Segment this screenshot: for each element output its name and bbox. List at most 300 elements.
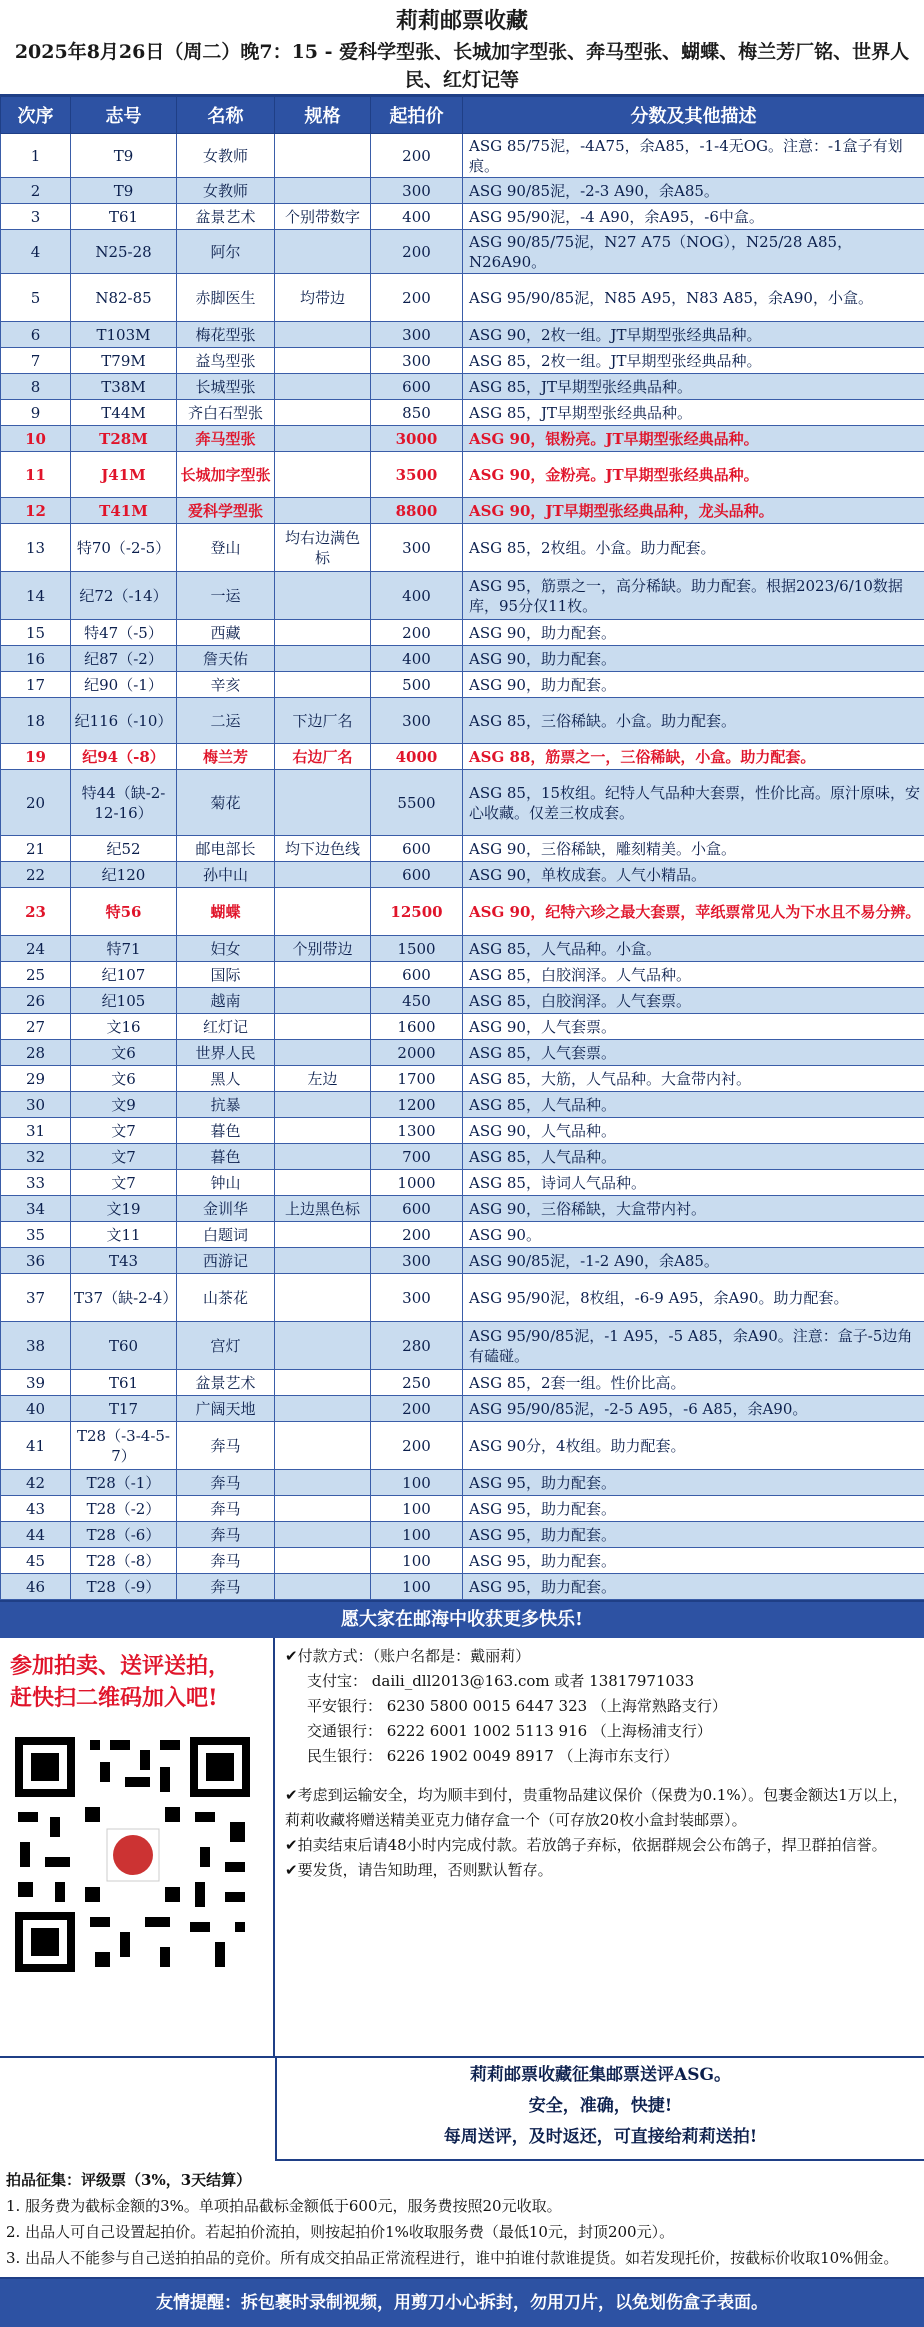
join-panel [0,1638,275,2056]
row-code: N25-28 [71,230,177,274]
row-name: 国际 [177,962,275,988]
banner: 愿大家在邮海中收获更多快乐! [0,1600,924,1638]
row-spec [275,348,371,374]
row-description: ASG 85，JT早期型张经典品种。 [463,400,924,426]
row-spec [275,962,371,988]
row-name: 暮色 [177,1144,275,1170]
row-number: 29 [1,1066,71,1092]
row-price: 100 [371,1470,463,1496]
table-row [1,1574,924,1600]
row-name: 金训华 [177,1196,275,1222]
row-name: 登山 [177,524,275,572]
row-number: 17 [1,672,71,698]
row-spec [275,572,371,620]
row-number: 30 [1,1092,71,1118]
row-code: T9 [71,134,177,178]
row-number: 38 [1,1322,71,1370]
row-name: 黑人 [177,1066,275,1092]
row-description: ASG 85，大筋，人气品种。大盒带内衬。 [463,1066,924,1092]
table-row [1,770,924,836]
row-price: 600 [371,836,463,862]
row-description: ASG 90，三俗稀缺，大盒带内衬。 [463,1196,924,1222]
table-row [1,400,924,426]
row-code: T28（-2） [71,1496,177,1522]
bank-line-2: 交通银行： 6222 6001 1002 5113 916 （上海杨浦支行） [285,1719,914,1744]
row-price: 100 [371,1496,463,1522]
row-number: 25 [1,962,71,988]
row-price: 500 [371,672,463,698]
row-description: ASG 95，助力配套。 [463,1496,924,1522]
row-code: 纪90（-1） [71,672,177,698]
row-code: T17 [71,1396,177,1422]
row-code: 纪94（-8） [71,744,177,770]
row-price: 3000 [371,426,463,452]
table-row [1,1170,924,1196]
row-description: ASG 85/75泥，-4A75，余A85，-1-4无OG。注意：-1盒子有划痕。 [463,134,924,178]
row-number: 32 [1,1144,71,1170]
row-code: 纪105 [71,988,177,1014]
row-name: 二运 [177,698,275,744]
row-name: 女教师 [177,178,275,204]
table-row [1,1496,924,1522]
row-description: ASG 85，2套一组。性价比高。 [463,1370,924,1396]
row-name: 梅花型张 [177,322,275,348]
row-name: 梅兰芳 [177,744,275,770]
row-spec [275,1222,371,1248]
row-description: ASG 90，2枚一组。JT早期型张经典品种。 [463,322,924,348]
table-row [1,426,924,452]
row-description: ASG 95/90/85泥，-2-5 A95，-6 A85，余A90。 [463,1396,924,1422]
row-spec [275,322,371,348]
table-row [1,672,924,698]
row-number: 40 [1,1396,71,1422]
table-body [1,134,924,1600]
row-number: 34 [1,1196,71,1222]
table-row [1,524,924,572]
row-spec [275,230,371,274]
row-number: 36 [1,1248,71,1274]
row-price: 300 [371,178,463,204]
row-price: 200 [371,230,463,274]
row-code: 文19 [71,1196,177,1222]
row-spec [275,646,371,672]
table-row [1,1396,924,1422]
table-row [1,322,924,348]
appraisal-line-2: 安全，准确，快捷! [277,2091,924,2122]
row-name: 邮电部长 [177,836,275,862]
row-code: 纪72（-14） [71,572,177,620]
row-spec [275,1118,371,1144]
col-price: 起拍价 [371,97,463,134]
row-code: T28（-8） [71,1548,177,1574]
table-row [1,1014,924,1040]
row-spec: 均右边满色标 [275,524,371,572]
row-price: 200 [371,274,463,322]
row-number: 27 [1,1014,71,1040]
table-row [1,1222,924,1248]
row-code: T79M [71,348,177,374]
row-description: ASG 90，三俗稀缺，雕刻精美。小盒。 [463,836,924,862]
row-number: 44 [1,1522,71,1548]
row-price: 300 [371,348,463,374]
row-code: 文16 [71,1014,177,1040]
table-row [1,452,924,498]
row-name: 宫灯 [177,1322,275,1370]
table-header [1,97,924,134]
row-name: 詹天佑 [177,646,275,672]
row-description: ASG 90，JT早期型张经典品种，龙头品种。 [463,498,924,524]
row-description: ASG 90/85泥，-2-3 A90，余A85。 [463,178,924,204]
row-number: 3 [1,204,71,230]
row-description: ASG 90，银粉亮。JT早期型张经典品种。 [463,426,924,452]
row-code: T41M [71,498,177,524]
table-row [1,744,924,770]
row-code: T61 [71,1370,177,1396]
table-row [1,936,924,962]
row-price: 250 [371,1370,463,1396]
row-name: 奔马 [177,1522,275,1548]
row-number: 19 [1,744,71,770]
table-row [1,1196,924,1222]
row-description: ASG 95，筋票之一，高分稀缺。助力配套。根据2023/6/10数据库，95分仅11枚。 [463,572,924,620]
row-price: 1200 [371,1092,463,1118]
row-description: ASG 90，单枚成套。人气小精品。 [463,862,924,888]
row-code: 文7 [71,1118,177,1144]
row-name: 赤脚医生 [177,274,275,322]
row-price: 450 [371,988,463,1014]
row-price: 300 [371,1274,463,1322]
row-name: 世界人民 [177,1040,275,1066]
rule-3: 3. 出品人不能参与自己送拍拍品的竞价。所有成交拍品正常流程进行，谁中拍谁付款谁提货。如若发现托价，按截标价收取10%佣金。 [6,2245,918,2271]
row-name: 红灯记 [177,1014,275,1040]
row-price: 200 [371,620,463,646]
row-price: 600 [371,962,463,988]
row-description: ASG 95，助力配套。 [463,1522,924,1548]
row-code: T28（-1） [71,1470,177,1496]
table-row [1,1322,924,1370]
row-spec [275,1522,371,1548]
row-name: 奔马型张 [177,426,275,452]
row-name: 妇女 [177,936,275,962]
row-description: ASG 95/90/85泥，N85 A95，N83 A85，余A90，小盒。 [463,274,924,322]
row-price: 1300 [371,1118,463,1144]
row-code: 文11 [71,1222,177,1248]
row-spec [275,452,371,498]
row-price: 200 [371,134,463,178]
table-row [1,1548,924,1574]
row-name: 长城型张 [177,374,275,400]
header [0,0,924,96]
table-row [1,962,924,988]
row-code: T37（缺-2-4） [71,1274,177,1322]
row-code: T44M [71,400,177,426]
row-name: 山茶花 [177,1274,275,1322]
row-code: 文9 [71,1092,177,1118]
row-price: 1500 [371,936,463,962]
table-row [1,572,924,620]
row-spec [275,1144,371,1170]
row-price: 850 [371,400,463,426]
row-description: ASG 88，筋票之一，三俗稀缺，小盒。助力配套。 [463,744,924,770]
row-price: 12500 [371,888,463,936]
row-price: 100 [371,1522,463,1548]
row-code: 文6 [71,1040,177,1066]
row-name: 广阔天地 [177,1396,275,1422]
row-spec [275,1470,371,1496]
row-code: 特70（-2-5） [71,524,177,572]
row-code: 纪120 [71,862,177,888]
row-spec [275,498,371,524]
row-name: 阿尔 [177,230,275,274]
row-name: 奔马 [177,1470,275,1496]
row-number: 45 [1,1548,71,1574]
row-price: 300 [371,698,463,744]
row-number: 22 [1,862,71,888]
table-row [1,1066,924,1092]
row-spec [275,400,371,426]
row-description: ASG 85，人气品种。 [463,1144,924,1170]
row-code: 特71 [71,936,177,962]
payment-title: ✔付款方式：（账户名都是：戴丽莉） [285,1644,914,1669]
row-name: 盆景艺术 [177,204,275,230]
page-title: 莉莉邮票收藏 [0,0,924,38]
row-spec [275,1370,371,1396]
table-row [1,620,924,646]
row-number: 8 [1,374,71,400]
row-price: 1700 [371,1066,463,1092]
row-code: T103M [71,322,177,348]
row-description: ASG 90，助力配套。 [463,620,924,646]
col-spec: 规格 [275,97,371,134]
col-desc: 分数及其他描述 [463,97,924,134]
row-price: 200 [371,1422,463,1470]
row-description: ASG 85，2枚组。小盒。助力配套。 [463,524,924,572]
row-spec [275,1040,371,1066]
row-description: ASG 90，金粉亮。JT早期型张经典品种。 [463,452,924,498]
table-row [1,178,924,204]
row-number: 1 [1,134,71,178]
row-number: 15 [1,620,71,646]
row-description: ASG 95，助力配套。 [463,1470,924,1496]
row-price: 1600 [371,1014,463,1040]
row-code: 纪107 [71,962,177,988]
row-price: 400 [371,646,463,672]
appraisal-line-3: 每周送评，及时返还，可直接给莉莉送拍! [277,2122,924,2153]
row-number: 10 [1,426,71,452]
row-name: 奔马 [177,1548,275,1574]
row-number: 24 [1,936,71,962]
row-code: T38M [71,374,177,400]
row-spec: 左边 [275,1066,371,1092]
row-description: ASG 85，白胶润泽。人气套票。 [463,988,924,1014]
qr-code[interactable] [10,1732,255,1977]
row-number: 6 [1,322,71,348]
row-price: 2000 [371,1040,463,1066]
row-number: 12 [1,498,71,524]
table-row [1,1092,924,1118]
row-description: ASG 95/90/85泥，-1 A95，-5 A85，余A90。注意：盒子-5边角有磕碰。 [463,1322,924,1370]
page-subtitle: 2025年8月26日（周二）晚7：15 - 爱科学型张、长城加字型张、奔马型张、蝴蝶、梅兰芳厂铭、世界人民、红灯记等 [0,38,924,94]
row-code: 纪116（-10） [71,698,177,744]
table-row [1,1144,924,1170]
appraisal-box [275,2058,924,2161]
table-row [1,134,924,178]
row-spec [275,888,371,936]
row-name: 女教师 [177,134,275,178]
row-price: 3500 [371,452,463,498]
row-spec [275,862,371,888]
row-price: 200 [371,1396,463,1422]
appraisal-line-1: 莉莉邮票收藏征集邮票送评ASG。 [277,2060,924,2091]
row-number: 26 [1,988,71,1014]
row-number: 4 [1,230,71,274]
row-price: 400 [371,204,463,230]
row-code: J41M [71,452,177,498]
row-price: 400 [371,572,463,620]
join-line-2: 赶快扫二维码加入吧! [10,1682,263,1714]
row-name: 奔马 [177,1496,275,1522]
row-number: 9 [1,400,71,426]
row-spec [275,1574,371,1600]
row-number: 14 [1,572,71,620]
row-spec [275,1274,371,1322]
row-name: 爱科学型张 [177,498,275,524]
row-description: ASG 85，人气套票。 [463,1040,924,1066]
row-description: ASG 90，助力配套。 [463,672,924,698]
row-spec: 下边厂名 [275,698,371,744]
row-number: 7 [1,348,71,374]
row-price: 4000 [371,744,463,770]
row-spec [275,1170,371,1196]
row-number: 13 [1,524,71,572]
row-code: T28M [71,426,177,452]
row-name: 一运 [177,572,275,620]
row-description: ASG 85，JT早期型张经典品种。 [463,374,924,400]
row-number: 43 [1,1496,71,1522]
rules-title: 拍品征集：评级票（3%，3天结算） [6,2167,918,2193]
row-number: 18 [1,698,71,744]
table-row [1,204,924,230]
row-spec [275,672,371,698]
row-spec: 均下边色线 [275,836,371,862]
row-spec: 均带边 [275,274,371,322]
row-price: 700 [371,1144,463,1170]
row-description: ASG 95，助力配套。 [463,1574,924,1600]
table-row [1,498,924,524]
row-description: ASG 90，助力配套。 [463,646,924,672]
row-spec [275,770,371,836]
row-spec: 个别带边 [275,936,371,962]
row-code: 特56 [71,888,177,936]
row-price: 300 [371,524,463,572]
row-price: 100 [371,1574,463,1600]
row-price: 600 [371,862,463,888]
table-row [1,1274,924,1322]
row-name: 西游记 [177,1248,275,1274]
row-spec [275,374,371,400]
row-name: 白题词 [177,1222,275,1248]
row-number: 35 [1,1222,71,1248]
row-number: 23 [1,888,71,936]
row-spec [275,1014,371,1040]
row-code: T9 [71,178,177,204]
col-code: 志号 [71,97,177,134]
row-number: 41 [1,1422,71,1470]
row-spec [275,1322,371,1370]
row-name: 蝴蝶 [177,888,275,936]
row-name: 长城加字型张 [177,452,275,498]
row-code: 文7 [71,1144,177,1170]
row-spec: 个别带数字 [275,204,371,230]
rule-1: 1. 服务费为截标金额的3%。单项拍品截标金额低于600元，服务费按照20元收取。 [6,2193,918,2219]
row-name: 齐白石型张 [177,400,275,426]
footer-reminder: 友情提醒：拆包裹时录制视频，用剪刀小心拆封，勿用刀片，以免划伤盒子表面。 [0,2279,924,2327]
row-number: 16 [1,646,71,672]
row-code: T43 [71,1248,177,1274]
info-section [0,1638,924,2058]
row-number: 31 [1,1118,71,1144]
row-number: 20 [1,770,71,836]
row-price: 300 [371,1248,463,1274]
row-spec [275,1092,371,1118]
auction-table [0,96,924,1600]
row-code: T61 [71,204,177,230]
row-name: 盆景艺术 [177,1370,275,1396]
row-description: ASG 85，人气品种。 [463,1092,924,1118]
row-description: ASG 95/90泥，8枚组，-6-9 A95，余A90。助力配套。 [463,1274,924,1322]
row-price: 5500 [371,770,463,836]
row-number: 33 [1,1170,71,1196]
shipping-note: ✔考虑到运输安全，均为顺丰到付，贵重物品建议保价（保费为0.1%）。包裹金额达1万以上，莉莉收藏将赠送精美亚克力储存盒一个（可存放20枚小盒封装邮票）。 [285,1783,914,1833]
row-description: ASG 85，三俗稀缺。小盒。助力配套。 [463,698,924,744]
table-row [1,1040,924,1066]
row-code: 纪52 [71,836,177,862]
row-spec [275,620,371,646]
row-code: 文7 [71,1170,177,1196]
table-row [1,374,924,400]
row-name: 辛亥 [177,672,275,698]
row-price: 280 [371,1322,463,1370]
alipay-line: 支付宝： daili_dll2013@163.com 或者 13817971033 [285,1669,914,1694]
row-name: 钟山 [177,1170,275,1196]
table-row [1,348,924,374]
table-row [1,1522,924,1548]
table-row [1,988,924,1014]
table-row [1,230,924,274]
col-name: 名称 [177,97,275,134]
row-name: 西藏 [177,620,275,646]
row-description: ASG 90，人气品种。 [463,1118,924,1144]
row-code: T60 [71,1322,177,1370]
row-name: 菊花 [177,770,275,836]
row-code: N82-85 [71,274,177,322]
row-number: 28 [1,1040,71,1066]
row-spec [275,1396,371,1422]
row-description: ASG 85，人气品种。小盒。 [463,936,924,962]
row-price: 600 [371,374,463,400]
row-price: 300 [371,322,463,348]
row-price: 1000 [371,1170,463,1196]
table-row [1,1248,924,1274]
row-description: ASG 90/85/75泥，N27 A75（NOG），N25/28 A85，N26A90。 [463,230,924,274]
table-row [1,646,924,672]
table-row [1,888,924,936]
row-spec [275,1422,371,1470]
row-description: ASG 95/90泥，-4 A90，余A95，-6中盒。 [463,204,924,230]
table-row [1,274,924,322]
table-row [1,1118,924,1144]
rule-2: 2. 出品人可自己设置起拍价。若起拍价流拍，则按起拍价1%收取服务费（最低10元，封顶200元）。 [6,2219,918,2245]
